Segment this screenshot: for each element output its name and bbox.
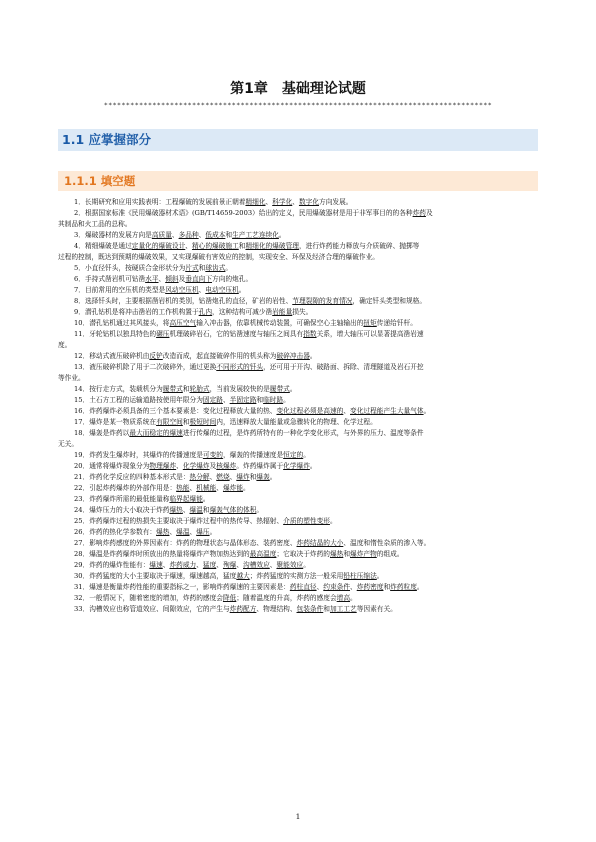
question-text: 和: [198, 264, 206, 272]
question-text: 18．爆轰是炸药以: [74, 429, 130, 437]
answer-text: 高压空气: [169, 319, 197, 327]
question-text: 。: [423, 407, 431, 415]
question-text: 7．目前常用的空压机的类型是: [74, 286, 166, 294]
question-text: 。炸药爆炸属于: [236, 462, 284, 470]
question-text: 过程的控制，既达到预期的爆破效果，又实现爆破有害效应的控制，实现安全、环保及经济合理的爆破作业。: [58, 253, 379, 261]
question-text: 28．爆温是炸药爆炸时所放出的热量将爆炸产物加热达到的: [74, 550, 250, 558]
question-text: 。: [269, 473, 277, 481]
question-text: 方向的炮孔。: [212, 275, 253, 283]
answer-text: 炸药密度: [356, 583, 384, 591]
answer-text: 反铲: [149, 352, 163, 360]
page-number: 1: [295, 812, 301, 821]
answer-text: 精心的爆破施工: [191, 242, 239, 250]
answer-text: 临时路: [263, 396, 284, 404]
question-text: 传递给钎杆。: [376, 319, 417, 327]
answer-text: 破碎冲击器: [276, 352, 310, 360]
question-text: 。: [376, 572, 384, 580]
answer-text: 化学爆炸: [182, 462, 210, 470]
question-text: 改造而成，起直接破碎作用的机头称为: [162, 352, 277, 360]
question-line: [58, 263, 536, 274]
question-text: 等作业。: [58, 374, 85, 382]
question-line: [58, 362, 536, 373]
answer-text: 增高: [336, 594, 351, 602]
question-text: 、: [209, 473, 217, 481]
answer-text: 炸药结晶的大小: [296, 539, 344, 547]
answer-text: 燃烧: [216, 473, 230, 481]
question-text: 关系，增大轴压可以显著提高凿岩速: [316, 330, 424, 338]
question-text: 27．影响炸药感度的外界因素有：炸药的物理状态与晶体形态、装药密度、: [74, 539, 297, 547]
question-line: [58, 406, 536, 417]
question-text: 、: [292, 198, 299, 206]
answer-text: 沟槽效应: [243, 561, 270, 569]
answer-text: 药柱直径: [289, 583, 317, 591]
question-text: 。: [225, 264, 233, 272]
question-text: 。: [283, 396, 290, 404]
question-line: [58, 417, 536, 428]
answer-text: 殉爆: [222, 561, 237, 569]
answer-text: 固定路: [202, 396, 223, 404]
question-text: 、: [196, 561, 203, 569]
answer-text: 不同形式的钎头: [216, 363, 264, 371]
question-text: 及: [178, 275, 186, 283]
question-line: [58, 307, 536, 318]
answer-text: 爆热: [329, 550, 344, 558]
question-text: 、: [198, 231, 206, 239]
question-text: 、: [216, 561, 223, 569]
answer-text: 爆轰: [256, 473, 270, 481]
question-text: 进行传爆的过程，是炸药所特有的一种化学变化形式，与外界的压力、温度等条件: [182, 429, 424, 437]
question-line: [58, 494, 536, 505]
question-text: 及: [425, 209, 433, 217]
question-text: 3．爆破器材的发展方向是: [74, 231, 152, 239]
answer-text: 低成本: [205, 231, 226, 239]
question-text: 。: [202, 495, 210, 503]
answer-text: 指数: [303, 330, 317, 338]
question-text: 和: [238, 242, 246, 250]
answer-text: 最大而稳定的爆速: [129, 429, 183, 437]
answer-text: 扭矩: [363, 319, 377, 327]
question-text: 的组成。: [376, 550, 404, 558]
question-text: 32．一般情况下，随着密度的增加，炸药的感度会: [74, 594, 223, 602]
answer-text: 降低: [222, 594, 237, 602]
answer-text: 片式: [185, 264, 199, 272]
answer-text: 热能: [176, 484, 190, 492]
question-text: 9．潜孔钻机是将冲击凿岩的工作机构置于: [74, 308, 199, 316]
question-text: 12．移动式液压破碎机由: [74, 352, 150, 360]
question-text: 25．炸药爆炸过程的热损失主要取决于爆炸过程中的热传导、热辐射、: [74, 517, 284, 525]
answer-text: 电动空压机: [205, 286, 239, 294]
question-text: 及: [209, 462, 217, 470]
question-text: 和: [249, 473, 257, 481]
answer-text: 介质的塑性变形: [283, 517, 330, 525]
question-text: 16．炸药爆炸必须具备的三个基本要素是：变化过程释放大量的热、: [74, 407, 277, 415]
question-text: 、: [198, 286, 206, 294]
question-text: 、: [350, 583, 357, 591]
answer-text: 数字化: [298, 198, 320, 206]
answer-text: 机械能: [196, 484, 217, 492]
question-text: 13．液压破碎机除了用于二次破碎外，通过更换: [74, 363, 217, 371]
answer-text: 临界起爆能: [169, 495, 203, 503]
question-text: 和: [202, 506, 210, 514]
question-text: 方向发展。: [319, 198, 353, 206]
question-text: 22．引起炸药爆炸的外部作用是：: [74, 484, 177, 492]
answer-text: 变化过程必须是高速的: [276, 407, 344, 415]
question-text: 8．选择钎头时，主要根据凿岩机的类别，钻凿炮孔的直径，矿岩的岩性、: [74, 297, 293, 305]
question-line: [58, 604, 536, 615]
question-text: 、: [189, 484, 197, 492]
subsection-heading: 1.1.1 填空题: [58, 171, 538, 191]
question-text: 和: [182, 418, 190, 426]
question-text: 和: [256, 396, 264, 404]
answer-text: 爆速: [149, 561, 163, 569]
answer-text: 多品种: [178, 231, 199, 239]
question-text: 。: [303, 561, 310, 569]
answer-text: 高质量: [151, 231, 172, 239]
question-text: 10．潜孔钻机通过其风接头，将: [74, 319, 170, 327]
question-line: [58, 472, 536, 483]
question-line: [58, 384, 536, 395]
question-text: 2．根据国家标准《民用爆破器材术语》(GB/T14659-2003）给出的定义，民用爆破器材是用于非军事目的的各种: [74, 209, 413, 217]
question-text: 、: [176, 462, 183, 470]
answer-text: 爆压: [196, 528, 210, 536]
answer-text: 科学化: [272, 198, 293, 206]
question-text: 。: [289, 385, 297, 393]
question-text: 机理破碎岩石，它的钻凿速度与轴压之间具有: [169, 330, 304, 338]
question-text: 等因素有关。: [356, 605, 397, 613]
question-text: 。: [303, 451, 310, 459]
question-text: 、: [189, 528, 197, 536]
question-line: [58, 373, 536, 384]
answer-text: 聚能效应: [276, 561, 304, 569]
question-text: 和: [383, 583, 391, 591]
question-text: ，确定钎头类型和规格。: [352, 297, 427, 305]
question-text: 、: [162, 561, 170, 569]
question-text: 11．牙轮钻机以独具特色的: [74, 330, 157, 338]
question-line: [58, 450, 536, 461]
question-text: 。: [416, 583, 424, 591]
question-line: [58, 340, 536, 351]
question-text: 和: [225, 231, 233, 239]
answer-text: 约束条件: [323, 583, 351, 591]
question-text: 、: [185, 242, 192, 250]
question-line: [58, 285, 536, 296]
answer-text: 包装条件: [296, 605, 324, 613]
answer-text: 变化过程能产生大量气体: [350, 407, 424, 415]
answer-text: 极短时间: [189, 418, 217, 426]
answer-text: 球齿式: [205, 264, 226, 272]
chapter-title: 第1章 基础理论试题: [230, 81, 366, 97]
question-text: ，当前发展较快的是: [209, 385, 270, 393]
question-text: ；炸药猛度的实测方法一般采用: [249, 572, 344, 580]
question-text: 29．炸药的爆炸性能有：: [74, 561, 150, 569]
question-text: 其制品和火工品的总称。: [58, 220, 132, 228]
question-line: [58, 197, 536, 208]
question-line: [58, 274, 536, 285]
answer-text: 越大: [236, 572, 250, 580]
answer-text: 垂直向下: [185, 275, 213, 283]
answer-text: 爆炸: [236, 473, 250, 481]
answer-text: 炸药: [412, 209, 426, 217]
question-line: [58, 318, 536, 329]
answer-text: 精细化的爆破管理: [245, 242, 299, 250]
question-line: [58, 230, 536, 241]
question-line: [58, 296, 536, 307]
question-text: 23．炸药爆炸所需的最低能量称: [74, 495, 170, 503]
question-line: [58, 241, 536, 252]
question-text: 15．土石方工程的运输道路按使用年限分为: [74, 396, 203, 404]
question-line: [58, 252, 536, 263]
question-text: 。: [256, 506, 264, 514]
question-text: 和: [343, 550, 351, 558]
question-text: 14．按行走方式，装载机分为: [74, 385, 163, 393]
question-line: [58, 428, 536, 439]
question-text: ，进行炸药能力释放与介质破碎、抛掷等: [298, 242, 420, 250]
question-text: 、物理结构、: [256, 605, 297, 613]
question-text: 4．精细爆破是通过: [74, 242, 132, 250]
answer-text: 履带式: [162, 385, 183, 393]
answer-text: 炸药粒度: [390, 583, 417, 591]
answer-text: 爆炸产物: [350, 550, 377, 558]
question-text: 31．爆速是衡量炸药性能的重要指标之一，影响炸药爆速的主要因素是：: [74, 583, 290, 591]
question-text: 、温度和惰性杂质的渗入等。: [343, 539, 431, 547]
question-text: ，这种结构可减少凿: [212, 308, 273, 316]
question-line: [58, 395, 536, 406]
answer-text: 铅柱压缩法: [343, 572, 377, 580]
question-line: [58, 505, 536, 516]
question-text: 、: [169, 528, 177, 536]
question-line: [58, 439, 536, 450]
question-text: 、: [316, 583, 324, 591]
question-text: 和: [323, 605, 330, 613]
answer-text: 岩能量: [272, 308, 293, 316]
question-line: [58, 527, 536, 538]
question-text: 17．爆炸是某一物质系统在: [74, 418, 157, 426]
question-line: [58, 571, 536, 582]
section-heading: 1.1 应掌握部分: [58, 129, 538, 151]
question-text: 1．长期研究和应用实践表明：工程爆破的发展前景正朝着: [74, 198, 246, 206]
answer-text: 最高温度: [249, 550, 277, 558]
answer-text: 爆轰气体的体积: [209, 506, 257, 514]
answer-text: 碾压: [156, 330, 170, 338]
question-text: 、: [182, 506, 190, 514]
answer-text: 核爆炸: [216, 462, 237, 470]
answer-text: 可变的: [202, 451, 223, 459]
question-text: 、: [216, 484, 223, 492]
question-text: 。: [329, 517, 337, 525]
question-text: 19．炸药发生爆炸时，其爆炸的传播速度是: [74, 451, 203, 459]
question-text: ，爆轰的传播速度是: [222, 451, 284, 459]
answer-text: 爆热: [156, 528, 170, 536]
answer-text: 恒定的: [283, 451, 304, 459]
question-text: 。: [238, 286, 246, 294]
question-line: [58, 516, 536, 527]
answer-text: 物理爆炸: [149, 462, 177, 470]
answer-text: 爆温: [176, 528, 190, 536]
answer-text: 猛度: [202, 561, 217, 569]
question-line: [58, 593, 536, 604]
question-line: [58, 582, 536, 593]
question-line: [58, 208, 536, 219]
answer-text: 爆温: [189, 506, 203, 514]
question-text: 、: [222, 396, 230, 404]
question-text: 5．小直径钎头，按硬质合金形状分为: [74, 264, 186, 272]
question-line: [58, 560, 536, 571]
question-text: 26．炸药的热化学参数有：: [74, 528, 157, 536]
question-text: 、: [343, 407, 351, 415]
question-list: [58, 197, 536, 615]
question-text: 。: [350, 594, 357, 602]
answer-text: 爆热: [169, 506, 183, 514]
question-text: ，还可用于开沟、破路面、拆除、清理隧道及岩石开挖: [263, 363, 424, 371]
question-text: 33．沟槽效应也称管道效应、间隙效应，它的产生与: [74, 605, 230, 613]
question-text: 。: [309, 462, 317, 470]
answer-text: 水平: [145, 275, 159, 283]
question-text: ；它取决于炸药的: [276, 550, 330, 558]
question-text: 。: [243, 484, 250, 492]
answer-text: 化学爆炸: [283, 462, 310, 470]
star-divider: ****************************************************************************************: [103, 101, 493, 109]
question-text: 21．炸药化学反应的四种基本形式是：: [74, 473, 190, 481]
question-line: [58, 483, 536, 494]
question-line: [58, 549, 536, 560]
answer-text: 半固定路: [229, 396, 257, 404]
question-text: 20．通常将爆炸现象分为: [74, 462, 150, 470]
answer-text: 爆炸能: [222, 484, 244, 492]
answer-text: 热分解: [189, 473, 210, 481]
answer-text: 履带式: [269, 385, 290, 393]
answer-text: 精细化: [245, 198, 266, 206]
answer-text: 加工工艺: [329, 605, 357, 613]
answer-text: 炸药配方: [229, 605, 257, 613]
question-text: 、: [236, 561, 244, 569]
question-text: 内，迅速释放大量能量或急骤转化的物理、化学过程。: [216, 418, 377, 426]
question-text: 、: [269, 561, 277, 569]
question-text: 输入冲击器，依靠机械传动装置，可确保空心主轴输出的: [196, 319, 364, 327]
question-line: [58, 219, 536, 230]
question-text: 。: [278, 231, 286, 239]
question-text: 度。: [58, 341, 72, 349]
question-text: 6．手持式凿岩机可钻凿: [74, 275, 146, 283]
question-line: [58, 329, 536, 340]
answer-text: 轮胎式: [189, 385, 210, 393]
question-line: [58, 538, 536, 549]
question-text: 和: [182, 385, 190, 393]
question-text: 、: [171, 231, 179, 239]
question-text: 、: [265, 198, 273, 206]
answer-text: 炸药威力: [169, 561, 197, 569]
question-text: 、: [229, 473, 237, 481]
question-text: 损失。: [292, 308, 313, 316]
answer-text: 节理裂隙的发育情况: [292, 297, 353, 305]
question-text: ；随着温度的升高，炸药的感度会: [236, 594, 337, 602]
answer-text: 孔内: [198, 308, 213, 316]
question-text: 24．爆炸压力的大小取决于炸药: [74, 506, 170, 514]
question-text: 。: [209, 528, 217, 536]
answer-text: 风动空压机: [165, 286, 199, 294]
question-line: [58, 461, 536, 472]
answer-text: 生产工艺连续化: [232, 231, 279, 239]
question-text: 30．炸药猛度的大小主要取决于爆速，爆速越高，猛度: [74, 572, 237, 580]
question-text: 。: [309, 352, 317, 360]
question-text: 、: [158, 275, 166, 283]
question-text: 无关。: [58, 440, 79, 448]
answer-text: 有限空间: [156, 418, 183, 426]
answer-text: 定量化的爆破设计: [131, 242, 186, 250]
question-line: [58, 351, 536, 362]
answer-text: 倾斜: [165, 275, 179, 283]
